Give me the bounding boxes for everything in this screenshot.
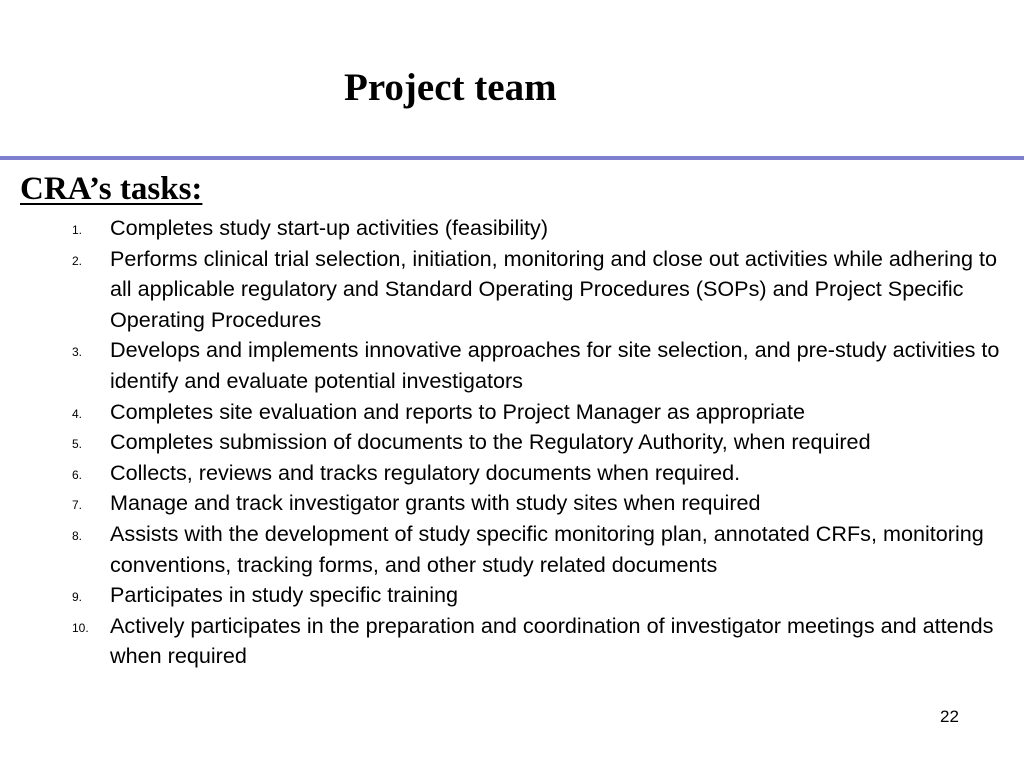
task-number: 2. [72,253,83,268]
task-text: Performs clinical trial selection, initiation, monitoring and close out activities while adhering to all applicable regulatory and Standard Operating Procedures (SOPs) and Project Specific Operating Procedures [110,245,997,332]
task-text: Develops and implements innovative approaches for site selection, and pre-study activities to identify and evaluate potential investigators [110,337,1000,393]
task-item [0,397,1010,428]
task-number: 9. [72,590,83,605]
task-number: 10. [72,620,89,635]
task-number: 5. [72,437,83,452]
task-number: 4. [72,406,83,421]
task-item [0,244,1010,336]
task-text: Manage and track investigator grants with study sites when required [110,490,761,516]
task-item [0,580,1010,611]
task-number: 8. [72,528,83,543]
task-item [0,611,1010,672]
title-divider [0,156,1024,160]
task-item [0,335,1010,396]
task-text: Completes submission of documents to the Regulatory Authority, when required [110,429,871,455]
task-text: Completes site evaluation and reports to Project Manager as appropriate [110,398,805,424]
task-number: 7. [72,498,83,513]
task-text: Completes study start-up activities (feasibility) [110,215,549,240]
task-item [0,519,1010,580]
task-text: Actively participates in the preparation and coordination of investigator meetings and attends when required [110,612,994,669]
task-number: 1. [72,223,83,237]
section-heading: CRA’s tasks: [20,171,203,207]
task-number: 6. [72,467,83,482]
page-number: 22 [940,707,959,726]
task-text: Assists with the development of study specific monitoring plan, annotated CRFs, monitoring conventions, tracking forms, and other study related documents [110,520,984,577]
task-item [0,427,1010,458]
task-text: Participates in study specific training [110,582,459,608]
task-item [0,488,1010,519]
task-text: Collects, reviews and tracks regulatory documents when required. [110,459,741,485]
task-item [0,213,1010,244]
slide-title: Project team [344,66,557,109]
task-item [0,458,1010,489]
task-list [0,213,1010,672]
task-number: 3. [72,345,83,360]
